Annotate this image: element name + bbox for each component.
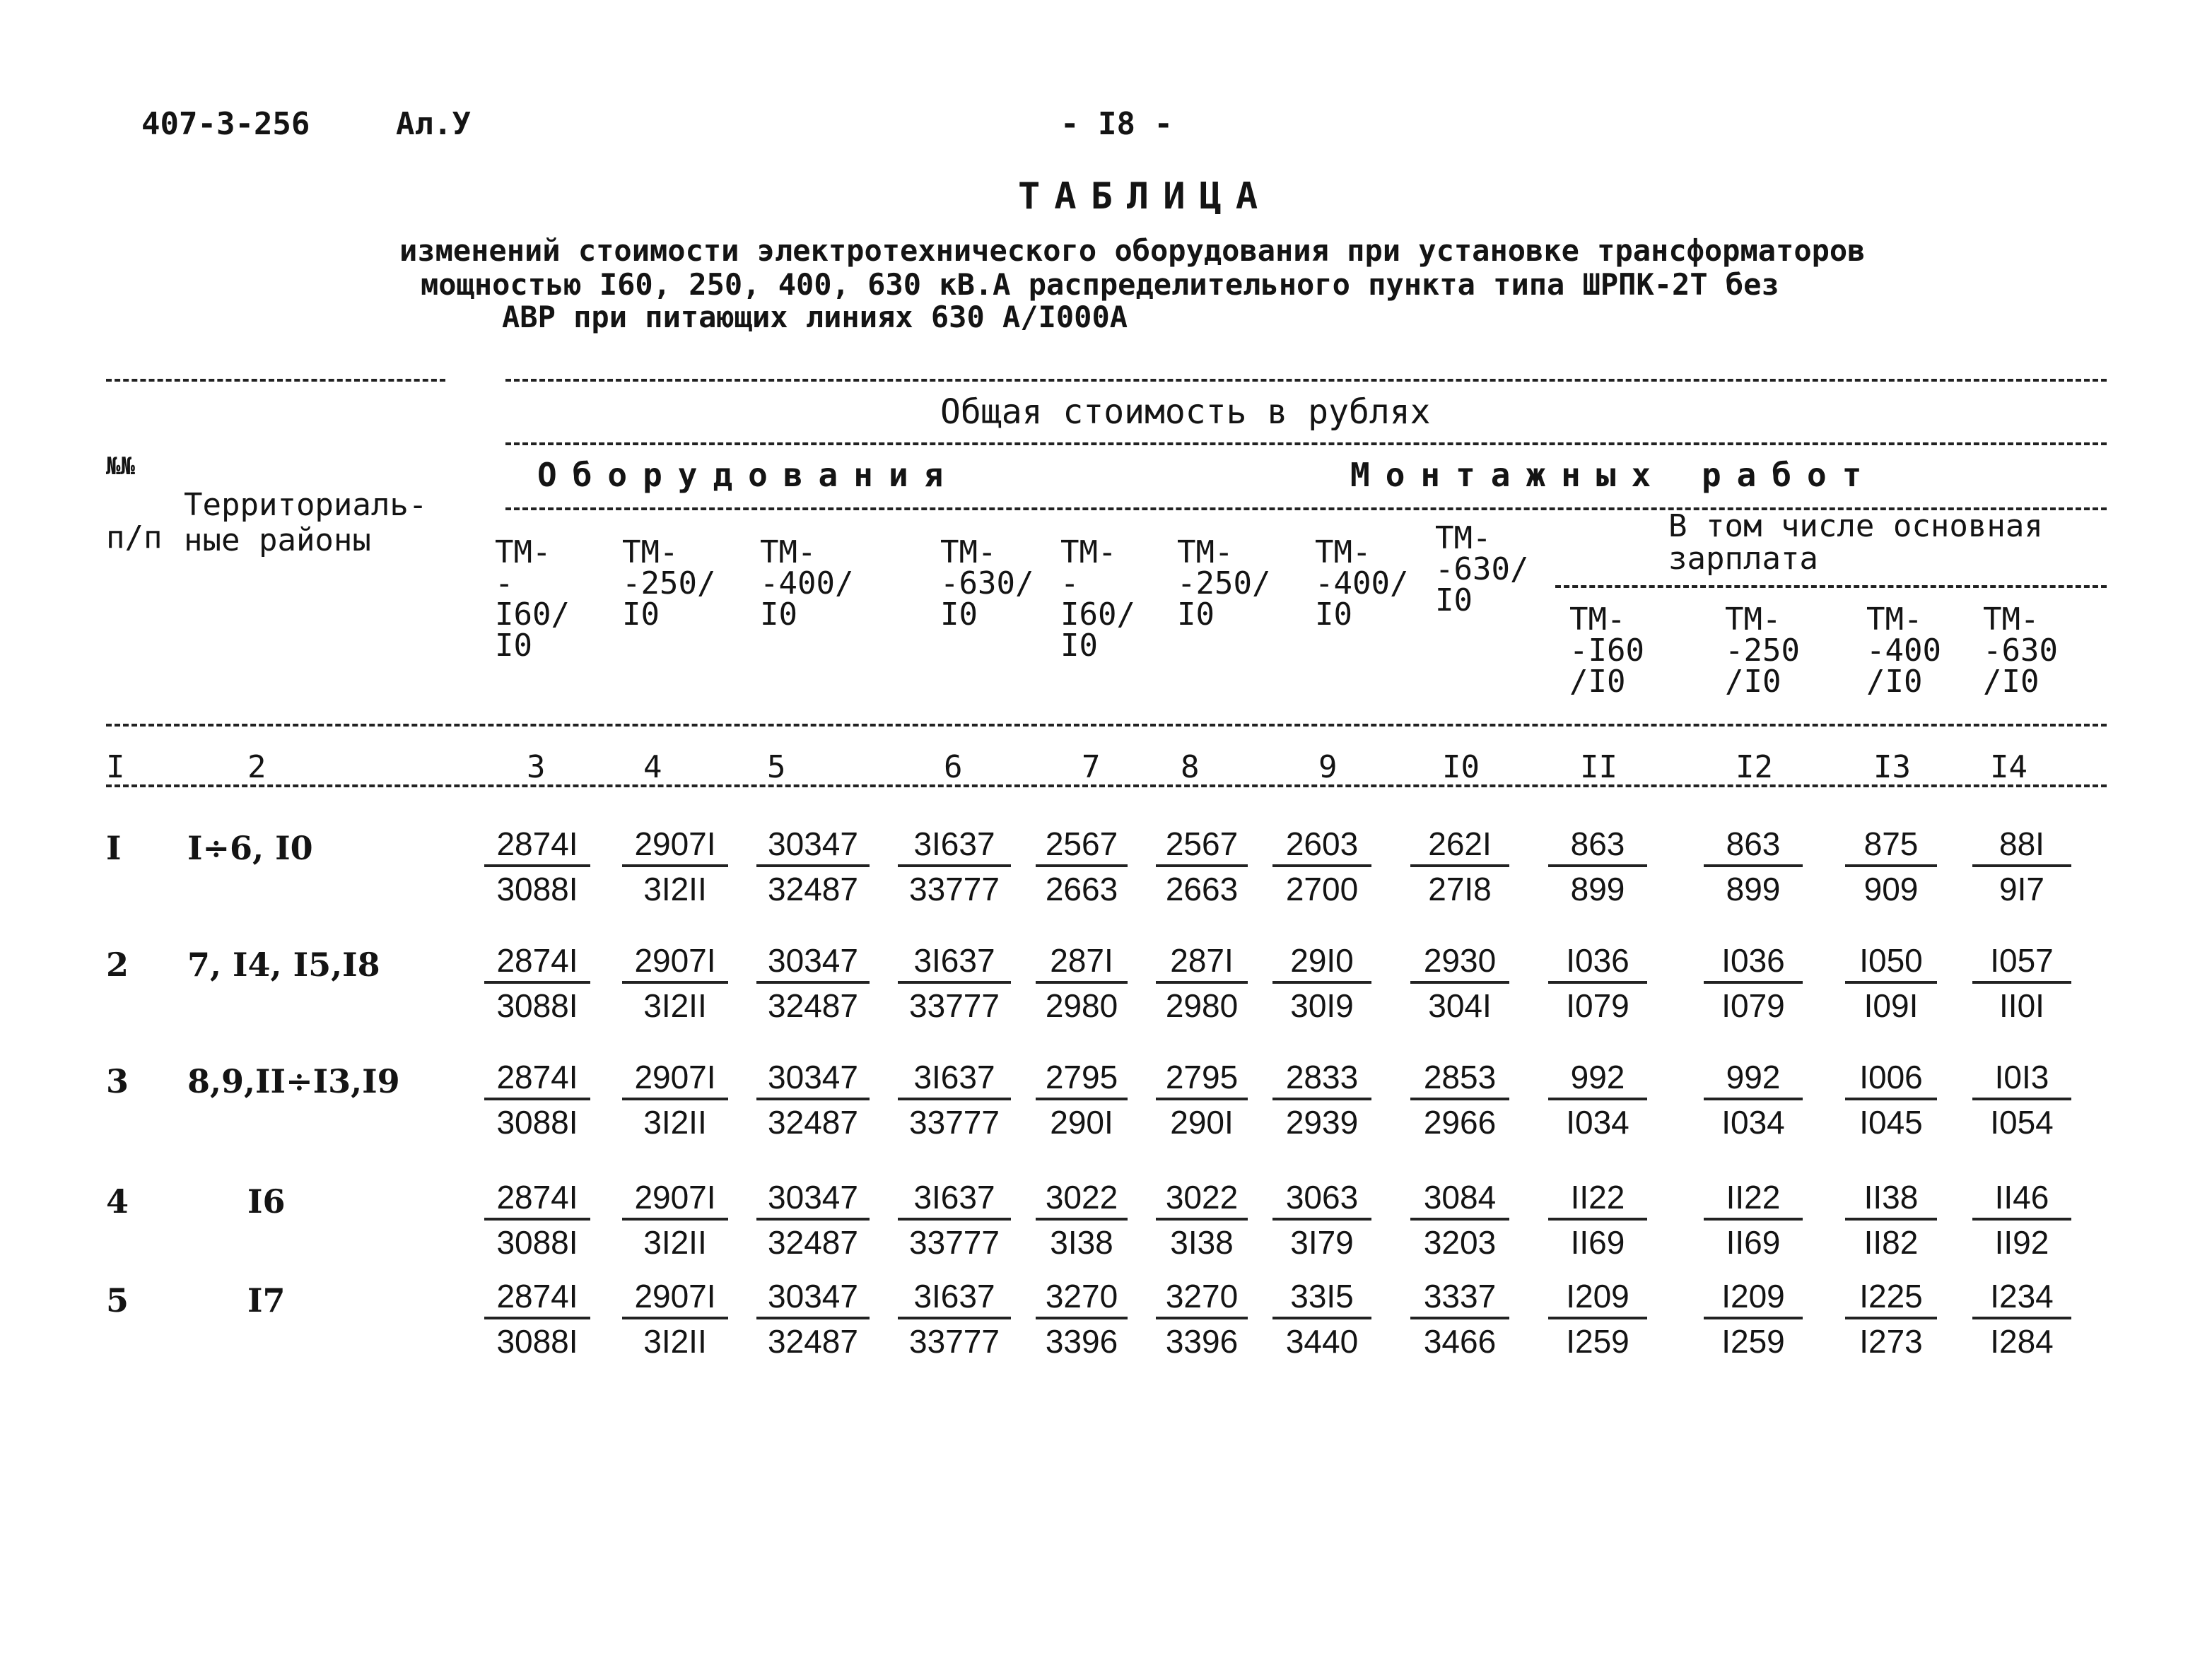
cost-cell xyxy=(1410,823,1509,911)
title-line-3: АВР при питающих линиях 630 А/I000А xyxy=(502,300,1128,334)
cost-value-denominator: 9I7 xyxy=(1999,871,2044,907)
cost-cell xyxy=(1272,1057,1371,1144)
cost-value-numerator: 2930 xyxy=(1410,940,1509,984)
cost-value-denominator: 2663 xyxy=(1165,871,1239,907)
cost-cell xyxy=(1972,940,2071,1028)
cost-cell xyxy=(756,940,870,1028)
cost-value-denominator: 2939 xyxy=(1285,1104,1359,1141)
col-number: I0 xyxy=(1442,749,1480,785)
cost-cell xyxy=(484,1057,590,1144)
col-number: I xyxy=(106,749,125,785)
col-no-mark: №№ xyxy=(106,452,135,481)
cost-value-denominator: 2980 xyxy=(1165,987,1239,1024)
cost-cell xyxy=(1156,940,1248,1028)
cost-value-numerator: II46 xyxy=(1972,1177,2071,1221)
col-header-8: ТМ- -250/ I0 xyxy=(1177,534,1271,633)
cost-value-numerator: 863 xyxy=(1704,823,1803,867)
cost-value-numerator: I006 xyxy=(1845,1057,1937,1100)
cost-cell xyxy=(1272,940,1371,1028)
cost-value-numerator: I050 xyxy=(1845,940,1937,984)
cost-value-numerator: 287I xyxy=(1036,940,1128,984)
cost-cell xyxy=(1845,1276,1937,1363)
cost-cell xyxy=(1036,1177,1128,1264)
col-no-sub: п/п xyxy=(106,519,163,555)
cost-value-denominator: 32487 xyxy=(768,871,858,907)
cost-value-denominator: 3466 xyxy=(1423,1323,1497,1360)
cost-value-denominator: 32487 xyxy=(768,987,858,1024)
cost-cell xyxy=(1410,940,1509,1028)
cost-value-denominator: 33777 xyxy=(909,1323,1000,1360)
cost-cell xyxy=(898,1057,1011,1144)
cost-value-numerator: I209 xyxy=(1548,1276,1647,1319)
group-equipment: Оборудования xyxy=(537,456,959,494)
cost-value-denominator: 3088I xyxy=(496,987,578,1024)
cost-cell xyxy=(1036,940,1128,1028)
row-region: I÷6, I0 xyxy=(187,829,313,867)
document-code: 407-3-256 xyxy=(141,106,310,142)
rule-top-left xyxy=(106,379,445,382)
cost-value-denominator: 32487 xyxy=(768,1224,858,1261)
cost-cell xyxy=(1156,1276,1248,1363)
rule-top-right xyxy=(505,379,2107,382)
page-number: - I8 - xyxy=(1060,106,1173,142)
col-header-14: ТМ- -630 /I0 xyxy=(1983,601,2058,700)
table-heading: ТАБЛИЦА xyxy=(1018,175,1272,218)
col-number: 4 xyxy=(643,749,662,785)
cost-cell xyxy=(1972,823,2071,911)
col-header-13: ТМ- -400 /I0 xyxy=(1866,601,1941,700)
row-number: 2 xyxy=(106,946,129,984)
cost-value-numerator: 2795 xyxy=(1036,1057,1128,1100)
col-number: I4 xyxy=(1990,749,2027,785)
cost-value-numerator: 3022 xyxy=(1156,1177,1248,1221)
cost-cell xyxy=(1845,1177,1937,1264)
cost-value-denominator: 3I38 xyxy=(1170,1224,1234,1261)
cost-value-numerator: II38 xyxy=(1845,1177,1937,1221)
cost-cell xyxy=(1845,1057,1937,1144)
cost-cell xyxy=(1548,940,1647,1028)
cost-cell xyxy=(756,1177,870,1264)
cost-value-denominator: II69 xyxy=(1570,1224,1625,1261)
row-number: 4 xyxy=(106,1182,129,1221)
cost-cell xyxy=(1548,823,1647,911)
cost-cell xyxy=(1410,1057,1509,1144)
cost-cell xyxy=(1704,823,1803,911)
cost-cell xyxy=(484,1177,590,1264)
cost-cell xyxy=(898,1276,1011,1363)
cost-value-denominator: 33777 xyxy=(909,1104,1000,1141)
cost-cell xyxy=(756,1057,870,1144)
cost-cell xyxy=(484,940,590,1028)
cost-cell xyxy=(1548,1276,1647,1363)
cost-value-denominator: 3I79 xyxy=(1290,1224,1354,1261)
cost-value-numerator: II22 xyxy=(1704,1177,1803,1221)
cost-value-denominator: 899 xyxy=(1726,871,1781,907)
cost-value-denominator: 2966 xyxy=(1423,1104,1497,1141)
cost-cell xyxy=(1845,940,1937,1028)
cost-cell xyxy=(1704,940,1803,1028)
cost-cell xyxy=(1156,823,1248,911)
group-mounting: Монтажных работ xyxy=(1350,456,1878,494)
row-number: 3 xyxy=(106,1062,129,1100)
cost-value-denominator: 3088I xyxy=(496,1224,578,1261)
cost-value-denominator: 3396 xyxy=(1045,1323,1118,1360)
cost-value-numerator: 2603 xyxy=(1272,823,1371,867)
cost-value-denominator: 3I2II xyxy=(643,1323,707,1360)
cost-cell xyxy=(1036,1057,1128,1144)
cost-value-denominator: 3I38 xyxy=(1050,1224,1113,1261)
cost-value-denominator: II69 xyxy=(1726,1224,1781,1261)
cost-cell xyxy=(1704,1057,1803,1144)
cost-cell xyxy=(1548,1177,1647,1264)
cost-cell xyxy=(1972,1276,2071,1363)
col-number: 3 xyxy=(527,749,546,785)
cost-value-denominator: I079 xyxy=(1566,987,1629,1024)
row-number: 5 xyxy=(106,1281,129,1319)
cost-cell xyxy=(1156,1057,1248,1144)
cost-value-denominator: I034 xyxy=(1566,1104,1629,1141)
cost-value-numerator: 2907I xyxy=(622,1057,728,1100)
cost-value-denominator: II82 xyxy=(1863,1224,1919,1261)
cost-value-numerator: 2795 xyxy=(1156,1057,1248,1100)
col-header-6: ТМ- -630/ I0 xyxy=(940,534,1034,633)
cost-value-numerator: 2907I xyxy=(622,940,728,984)
cost-value-denominator: 3I2II xyxy=(643,987,707,1024)
cost-value-numerator: 3337 xyxy=(1410,1276,1509,1319)
col-region-header: Территориаль- ные районы xyxy=(184,487,428,558)
rule-under-salary xyxy=(1555,585,2107,588)
cost-value-numerator: 2907I xyxy=(622,1177,728,1221)
col-header-10: ТМ- -630/ I0 xyxy=(1435,520,1529,618)
cost-cell xyxy=(1704,1276,1803,1363)
cost-value-numerator: 30347 xyxy=(756,940,870,984)
rule-header-bottom xyxy=(106,724,2107,727)
cost-value-denominator: 33777 xyxy=(909,1224,1000,1261)
cost-value-numerator: 992 xyxy=(1548,1057,1647,1100)
cost-value-denominator: 2980 xyxy=(1045,987,1118,1024)
cost-cell xyxy=(1548,1057,1647,1144)
cost-cell xyxy=(1972,1057,2071,1144)
cost-value-numerator: 3084 xyxy=(1410,1177,1509,1221)
title-line-1: изменений стоимости электротехнического оборудования при установке трансформаторов xyxy=(399,233,1866,268)
cost-value-numerator: 2833 xyxy=(1272,1057,1371,1100)
cost-value-denominator: I259 xyxy=(1721,1323,1785,1360)
cost-cell xyxy=(484,823,590,911)
cost-cell xyxy=(1272,1276,1371,1363)
cost-cell xyxy=(622,1057,728,1144)
col-number: II xyxy=(1580,749,1617,785)
col-header-12: ТМ- -250 /I0 xyxy=(1725,601,1800,700)
cost-value-numerator: II22 xyxy=(1548,1177,1647,1221)
cost-value-denominator: 3088I xyxy=(496,1323,578,1360)
cost-value-denominator: I034 xyxy=(1721,1104,1785,1141)
cost-value-numerator: 33I5 xyxy=(1272,1276,1371,1319)
cost-value-numerator: 2567 xyxy=(1156,823,1248,867)
cost-value-numerator: 3I637 xyxy=(898,1276,1011,1319)
col-number: I2 xyxy=(1736,749,1773,785)
cost-value-denominator: 304I xyxy=(1428,987,1492,1024)
cost-value-numerator: I036 xyxy=(1548,940,1647,984)
cost-value-numerator: 992 xyxy=(1704,1057,1803,1100)
cost-value-numerator: 2907I xyxy=(622,823,728,867)
cost-value-denominator: 33777 xyxy=(909,871,1000,907)
cost-value-denominator: 2700 xyxy=(1285,871,1359,907)
cost-value-denominator: II92 xyxy=(1994,1224,2049,1261)
cost-value-numerator: 863 xyxy=(1548,823,1647,867)
cost-value-numerator: 2853 xyxy=(1410,1057,1509,1100)
cost-cell xyxy=(1410,1276,1509,1363)
col-number: I3 xyxy=(1873,749,1911,785)
cost-value-denominator: 3088I xyxy=(496,1104,578,1141)
cost-cell xyxy=(1156,1177,1248,1264)
cost-cell xyxy=(756,1276,870,1363)
cost-cell xyxy=(1272,823,1371,911)
row-region: I7 xyxy=(247,1281,286,1319)
cost-value-denominator: 3396 xyxy=(1165,1323,1239,1360)
cost-value-denominator: II0I xyxy=(1999,987,2044,1024)
cost-value-denominator: 3I2II xyxy=(643,1104,707,1141)
col-header-7: ТМ- -I60/ I0 xyxy=(1060,534,1135,664)
cost-value-numerator: 3I637 xyxy=(898,940,1011,984)
cost-cell xyxy=(756,823,870,911)
cost-value-denominator: 3088I xyxy=(496,871,578,907)
cost-cell xyxy=(622,940,728,1028)
cost-value-denominator: I09I xyxy=(1863,987,1919,1024)
cost-value-numerator: I036 xyxy=(1704,940,1803,984)
cost-value-numerator: 287I xyxy=(1156,940,1248,984)
cost-cell xyxy=(898,940,1011,1028)
cost-value-denominator: I273 xyxy=(1859,1323,1923,1360)
col-number: 8 xyxy=(1181,749,1200,785)
cost-value-denominator: 33777 xyxy=(909,987,1000,1024)
cost-value-denominator: I079 xyxy=(1721,987,1785,1024)
cost-value-denominator: I284 xyxy=(1990,1323,2054,1360)
cost-value-numerator: 30347 xyxy=(756,1057,870,1100)
cost-cell xyxy=(1036,1276,1128,1363)
cost-value-numerator: 2874I xyxy=(484,1276,590,1319)
cost-value-numerator: I234 xyxy=(1972,1276,2071,1319)
cost-value-numerator: 3270 xyxy=(1036,1276,1128,1319)
group-salary: В том числе основная зарплата xyxy=(1668,508,2043,577)
cost-value-denominator: 3203 xyxy=(1423,1224,1497,1261)
cost-cell xyxy=(622,1276,728,1363)
cost-value-denominator: 909 xyxy=(1863,871,1919,907)
title-line-2: мощностью I60, 250, 400, 630 кВ.А распределительного пункта типа ШРПК-2Т без xyxy=(421,267,1779,302)
cost-value-numerator: 30347 xyxy=(756,823,870,867)
cost-value-denominator: I054 xyxy=(1990,1104,2054,1141)
cost-value-denominator: 27I8 xyxy=(1428,871,1492,907)
cost-value-numerator: 30347 xyxy=(756,1276,870,1319)
cost-value-numerator: 2874I xyxy=(484,823,590,867)
cost-value-numerator: 88I xyxy=(1972,823,2071,867)
cost-cell xyxy=(1845,823,1937,911)
col-number: 6 xyxy=(944,749,963,785)
cost-value-numerator: 2874I xyxy=(484,1057,590,1100)
cost-value-numerator: 262I xyxy=(1410,823,1509,867)
cost-value-denominator: 899 xyxy=(1570,871,1625,907)
cost-value-numerator: 30347 xyxy=(756,1177,870,1221)
col-header-3: ТМ- -I60/ I0 xyxy=(495,534,570,664)
cost-value-numerator: 3I637 xyxy=(898,1057,1011,1100)
col-header-11: ТМ- -I60 /I0 xyxy=(1569,601,1644,700)
cost-cell xyxy=(622,823,728,911)
row-region: 7, I4, I5,I8 xyxy=(187,946,380,984)
row-region: 8,9,II÷I3,I9 xyxy=(187,1062,400,1100)
cost-value-numerator: I0I3 xyxy=(1972,1057,2071,1100)
col-header-9: ТМ- -400/ I0 xyxy=(1315,534,1409,633)
cost-cell xyxy=(1704,1177,1803,1264)
cost-value-denominator: 3440 xyxy=(1285,1323,1359,1360)
cost-value-denominator: I259 xyxy=(1566,1323,1629,1360)
row-number: I xyxy=(106,829,122,867)
cost-cell xyxy=(484,1276,590,1363)
group-total-cost: Общая стоимость в рублях xyxy=(940,392,1431,432)
col-number: 9 xyxy=(1318,749,1338,785)
cost-value-numerator: 2874I xyxy=(484,940,590,984)
cost-cell xyxy=(1972,1177,2071,1264)
cost-value-numerator: 3022 xyxy=(1036,1177,1128,1221)
cost-value-denominator: 30I9 xyxy=(1290,987,1354,1024)
cost-value-numerator: 3270 xyxy=(1156,1276,1248,1319)
cost-value-numerator: I225 xyxy=(1845,1276,1937,1319)
cost-value-numerator: 2907I xyxy=(622,1276,728,1319)
cost-value-numerator: 3063 xyxy=(1272,1177,1371,1221)
row-region: I6 xyxy=(247,1182,286,1221)
cost-cell xyxy=(622,1177,728,1264)
cost-value-numerator: 29I0 xyxy=(1272,940,1371,984)
col-number: 5 xyxy=(767,749,786,785)
cost-value-denominator: 3I2II xyxy=(643,871,707,907)
rule-col-numbers xyxy=(106,784,2107,787)
cost-value-denominator: 32487 xyxy=(768,1323,858,1360)
cost-cell xyxy=(1410,1177,1509,1264)
cost-value-denominator: 290I xyxy=(1170,1104,1234,1141)
cost-cell xyxy=(898,1177,1011,1264)
cost-cell xyxy=(1272,1177,1371,1264)
cost-value-numerator: I209 xyxy=(1704,1276,1803,1319)
col-number: 2 xyxy=(247,749,267,785)
cost-value-denominator: 290I xyxy=(1050,1104,1113,1141)
album-number: Ал.У xyxy=(396,106,471,142)
rule-under-total xyxy=(505,442,2107,445)
cost-cell xyxy=(898,823,1011,911)
cost-value-numerator: 3I637 xyxy=(898,1177,1011,1221)
col-number: 7 xyxy=(1082,749,1101,785)
cost-value-denominator: 3I2II xyxy=(643,1224,707,1261)
cost-value-numerator: 2567 xyxy=(1036,823,1128,867)
cost-value-numerator: 2874I xyxy=(484,1177,590,1221)
col-header-4: ТМ- -250/ I0 xyxy=(622,534,716,633)
col-header-5: ТМ- -400/ I0 xyxy=(760,534,854,633)
cost-value-numerator: 3I637 xyxy=(898,823,1011,867)
cost-cell xyxy=(1036,823,1128,911)
cost-value-numerator: I057 xyxy=(1972,940,2071,984)
cost-value-numerator: 875 xyxy=(1845,823,1937,867)
cost-value-denominator: 32487 xyxy=(768,1104,858,1141)
cost-value-denominator: I045 xyxy=(1859,1104,1923,1141)
cost-value-denominator: 2663 xyxy=(1045,871,1118,907)
